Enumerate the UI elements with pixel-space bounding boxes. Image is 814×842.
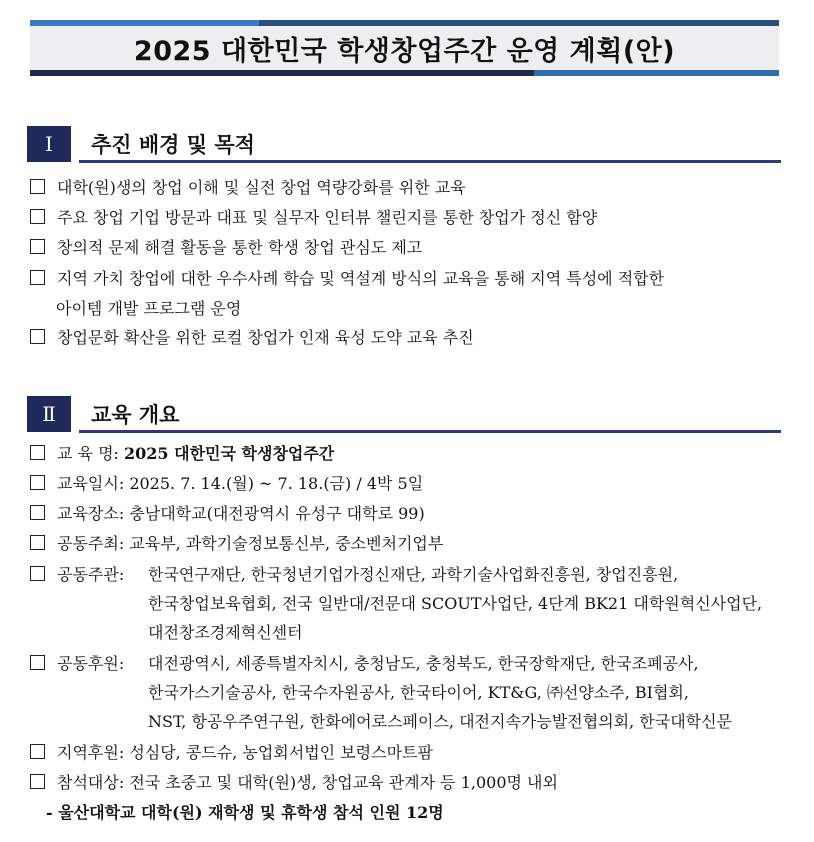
list-item: 주요 창업 기업 방문과 대표 및 실무자 인터뷰 챌린지를 통한 창업가 정신 함양 bbox=[30, 204, 597, 232]
section-2-title: 교육 개요 bbox=[91, 403, 180, 427]
organizer-line-1: 한국연구재단, 한국청년기업가정신재단, 과학기술사업화진흥원, 창업진흥원, bbox=[148, 565, 679, 584]
organizer-line-3: 대전창조경제혁신센터 bbox=[148, 623, 303, 642]
list-item-organizer: 공동주관: bbox=[30, 561, 124, 589]
checkbox-icon bbox=[30, 566, 45, 581]
list-item-date: 교육일시: 2025. 7. 14.(월) ~ 7. 18.(금) / 4박 5일 bbox=[30, 470, 423, 498]
section-2-header bbox=[27, 396, 781, 432]
checkbox-icon bbox=[30, 655, 45, 670]
list-item-target: 참석대상: 전국 초중고 및 대학(원)생, 창업교육 관계자 등 1,000명 내외 bbox=[30, 769, 558, 797]
section-1-title: 추진 배경 및 목적 bbox=[91, 133, 255, 157]
section-1-header bbox=[27, 126, 781, 162]
checkbox-icon bbox=[30, 535, 45, 550]
sponsor-line-1: 대전광역시, 세종특별자치시, 충청남도, 충청북도, 한국장학재단, 한국조폐공사, bbox=[148, 654, 699, 673]
list-item-continuation: 아이템 개발 프로그램 운영 bbox=[56, 299, 242, 318]
list-item-place: 교육장소: 충남대학교(대전광역시 유성구 대학로 99) bbox=[30, 500, 425, 528]
document-title: 2025 대한민국 학생창업주간 운영 계획(안) bbox=[30, 26, 779, 70]
organizer-line-2: 한국창업보육협회, 전국 일반대/전문대 SCOUT사업단, 4단계 BK21 대학원혁신사업단, bbox=[148, 594, 763, 613]
checkbox-icon bbox=[30, 209, 45, 224]
note-line: - 울산대학교 대학(원) 재학생 및 휴학생 참석 인원 12명 bbox=[46, 803, 444, 822]
list-item-local: 지역후원: 성심당, 콩드슈, 농업회서법인 보령스마트팜 bbox=[30, 739, 433, 767]
sponsor-line-2: 한국가스기술공사, 한국수자원공사, 한국타이어, KT&G, ㈜선양소주, BI협회, bbox=[148, 683, 689, 702]
checkbox-icon bbox=[30, 744, 45, 759]
list-item: 지역 가치 창업에 대한 우수사례 학습 및 역설계 방식의 교육을 통해 지역 특성에 적합한 bbox=[30, 265, 664, 293]
list-item: 대학(원)생의 창업 이해 및 실전 창업 역량강화를 위한 교육 bbox=[30, 174, 466, 202]
list-item-host: 공동주최: 교육부, 과학기술정보통신부, 중소벤처기업부 bbox=[30, 530, 443, 558]
list-item-sponsor: 공동후원: bbox=[30, 650, 124, 678]
checkbox-icon bbox=[30, 329, 45, 344]
section-1-number: Ⅰ bbox=[27, 126, 71, 162]
checkbox-icon bbox=[30, 239, 45, 254]
list-item: 창의적 문제 해결 활동을 통한 학생 창업 관심도 제고 bbox=[30, 234, 422, 262]
checkbox-icon bbox=[30, 445, 45, 460]
title-bar-bottom bbox=[30, 70, 779, 76]
list-item-name: 교 육 명: 2025 대한민국 학생창업주간 bbox=[30, 440, 334, 468]
checkbox-icon bbox=[30, 270, 45, 285]
checkbox-icon bbox=[30, 774, 45, 789]
checkbox-icon bbox=[30, 179, 45, 194]
checkbox-icon bbox=[30, 505, 45, 520]
title-banner bbox=[30, 20, 779, 76]
section-2-number: Ⅱ bbox=[27, 396, 71, 432]
checkbox-icon bbox=[30, 475, 45, 490]
list-item: 창업문화 확산을 위한 로컬 창업가 인재 육성 도약 교육 추진 bbox=[30, 324, 474, 352]
sponsor-line-3: NST, 항공우주연구원, 한화에어로스페이스, 대전지속가능발전협의회, 한국대학신문 bbox=[148, 712, 733, 731]
